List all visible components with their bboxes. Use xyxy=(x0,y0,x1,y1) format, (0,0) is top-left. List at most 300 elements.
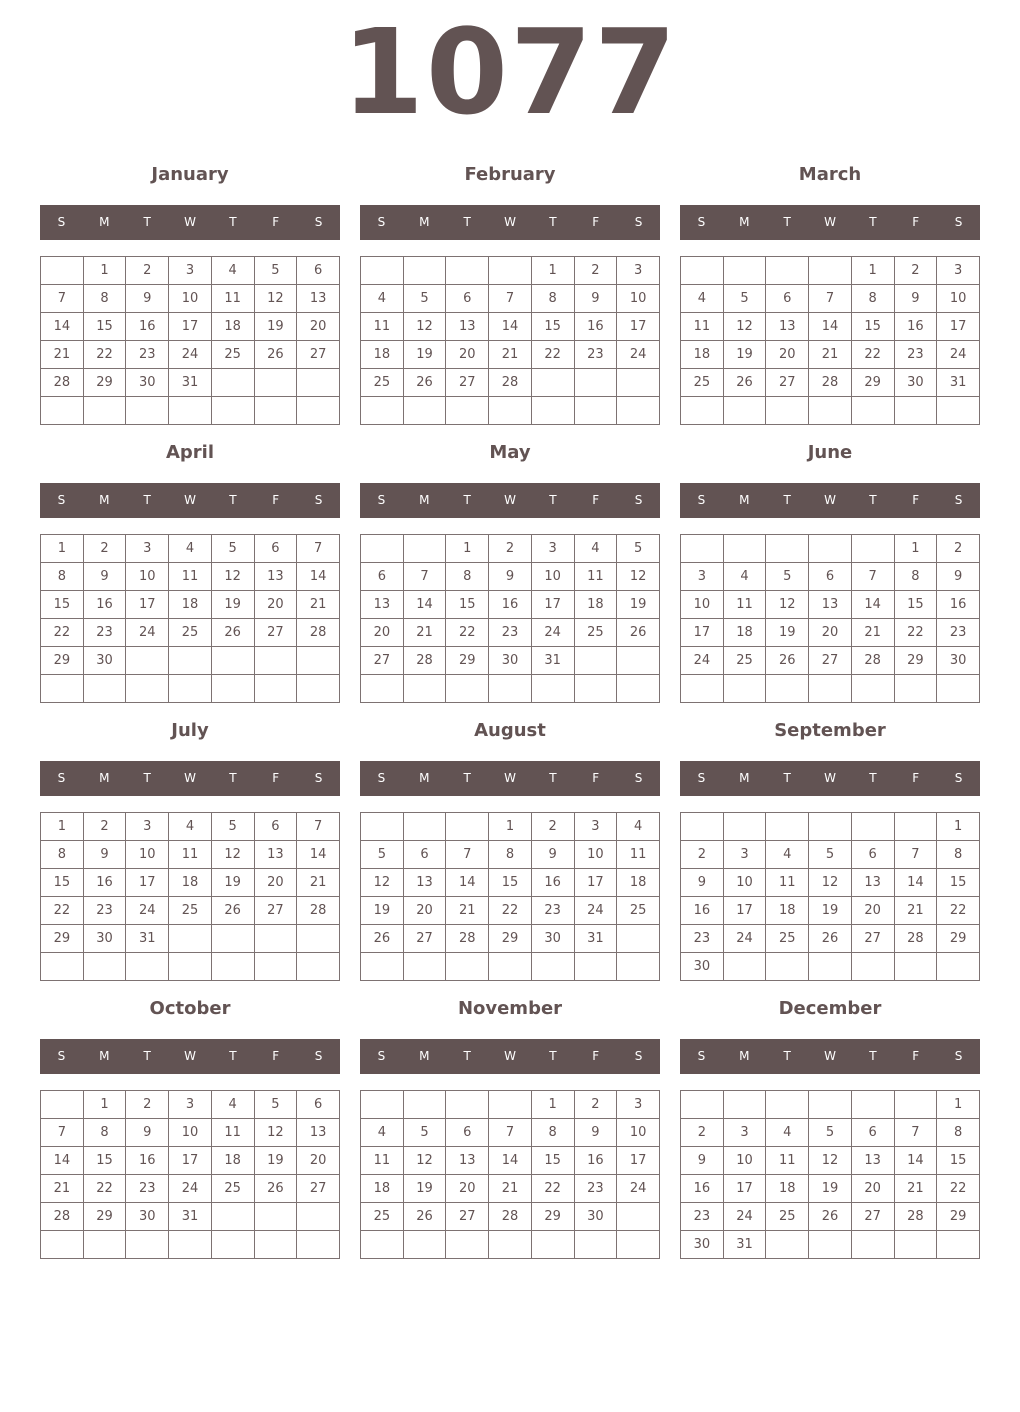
empty-day-cell xyxy=(403,535,446,563)
weekday-label: S xyxy=(377,493,386,507)
week-row xyxy=(681,341,980,369)
day-cell: 11 xyxy=(169,563,212,591)
day-cell: 27 xyxy=(361,647,404,675)
month-september xyxy=(680,716,980,986)
day-cell: 4 xyxy=(574,535,617,563)
day-cell: 3 xyxy=(723,1119,766,1147)
day-cell: 23 xyxy=(574,341,617,369)
day-cell: 27 xyxy=(851,925,894,953)
weekday-label: T xyxy=(783,493,791,507)
day-grid xyxy=(680,256,980,425)
weekday-label: T xyxy=(869,215,877,229)
month-name: July xyxy=(171,720,209,741)
day-cell: 27 xyxy=(446,1203,489,1231)
day-cell: 30 xyxy=(937,647,980,675)
day-cell: 15 xyxy=(531,1147,574,1175)
day-cell: 14 xyxy=(446,869,489,897)
day-cell: 12 xyxy=(403,313,446,341)
day-cell: 10 xyxy=(574,841,617,869)
day-cell: 10 xyxy=(681,591,724,619)
day-cell: 29 xyxy=(41,925,84,953)
empty-day-cell xyxy=(894,813,937,841)
day-cell: 13 xyxy=(809,591,852,619)
month-name: September xyxy=(774,720,886,741)
day-cell: 14 xyxy=(809,313,852,341)
weekday-label: T xyxy=(229,1049,237,1063)
weekday-label: T xyxy=(549,1049,557,1063)
weekday-label: W xyxy=(184,771,196,785)
day-cell: 17 xyxy=(681,619,724,647)
weekday-label: S xyxy=(57,1049,66,1063)
day-cell: 23 xyxy=(894,341,937,369)
day-cell: 17 xyxy=(126,591,169,619)
empty-day-cell xyxy=(361,257,404,285)
weekday-label: M xyxy=(739,771,750,785)
weekday-label: S xyxy=(314,1049,323,1063)
day-cell: 27 xyxy=(851,1203,894,1231)
day-cell: 4 xyxy=(766,841,809,869)
empty-day-cell xyxy=(617,675,660,703)
day-cell: 18 xyxy=(766,897,809,925)
day-cell: 6 xyxy=(297,257,340,285)
empty-day-cell xyxy=(403,953,446,981)
day-cell: 17 xyxy=(574,869,617,897)
day-grid xyxy=(680,812,980,981)
day-cell: 1 xyxy=(41,813,84,841)
week-row xyxy=(681,897,980,925)
week-row xyxy=(361,397,660,425)
day-cell: 8 xyxy=(83,285,126,313)
day-cell: 21 xyxy=(297,869,340,897)
day-cell: 15 xyxy=(41,869,84,897)
empty-day-cell xyxy=(297,647,340,675)
empty-day-cell xyxy=(574,369,617,397)
week-row xyxy=(41,341,340,369)
day-cell: 15 xyxy=(894,591,937,619)
day-cell: 19 xyxy=(403,341,446,369)
day-cell: 22 xyxy=(531,341,574,369)
day-cell: 15 xyxy=(531,313,574,341)
day-cell: 25 xyxy=(169,619,212,647)
day-cell: 23 xyxy=(681,1203,724,1231)
day-cell: 20 xyxy=(851,1175,894,1203)
empty-day-cell xyxy=(851,813,894,841)
day-cell: 2 xyxy=(681,1119,724,1147)
weekday-header xyxy=(360,761,660,796)
day-cell: 2 xyxy=(574,257,617,285)
empty-day-cell xyxy=(489,953,532,981)
day-cell: 10 xyxy=(723,869,766,897)
day-cell: 9 xyxy=(681,1147,724,1175)
empty-day-cell xyxy=(41,257,84,285)
week-row xyxy=(681,1091,980,1119)
day-cell: 1 xyxy=(851,257,894,285)
empty-day-cell xyxy=(937,1231,980,1259)
day-cell: 14 xyxy=(41,1147,84,1175)
day-cell: 26 xyxy=(766,647,809,675)
day-cell: 2 xyxy=(126,257,169,285)
weekday-label: M xyxy=(419,1049,430,1063)
day-cell: 5 xyxy=(254,257,297,285)
empty-day-cell xyxy=(531,397,574,425)
day-cell: 13 xyxy=(297,285,340,313)
empty-day-cell xyxy=(403,1091,446,1119)
day-cell: 27 xyxy=(254,897,297,925)
month-name: March xyxy=(798,164,862,185)
day-cell: 19 xyxy=(211,591,254,619)
day-cell: 1 xyxy=(446,535,489,563)
empty-day-cell xyxy=(41,953,84,981)
day-cell: 30 xyxy=(531,925,574,953)
weekday-label: T xyxy=(143,1049,151,1063)
day-cell: 2 xyxy=(83,813,126,841)
day-cell: 25 xyxy=(211,341,254,369)
day-cell: 9 xyxy=(937,563,980,591)
weekday-label: W xyxy=(824,215,836,229)
weekday-label: T xyxy=(143,215,151,229)
day-cell: 10 xyxy=(723,1147,766,1175)
day-cell: 3 xyxy=(617,1091,660,1119)
day-cell: 23 xyxy=(531,897,574,925)
day-cell: 1 xyxy=(937,813,980,841)
weekday-label: F xyxy=(272,493,280,507)
week-row xyxy=(361,563,660,591)
day-cell: 30 xyxy=(126,1203,169,1231)
empty-day-cell xyxy=(617,925,660,953)
week-row xyxy=(681,647,980,675)
day-cell: 2 xyxy=(126,1091,169,1119)
day-cell: 19 xyxy=(809,1175,852,1203)
day-cell: 19 xyxy=(617,591,660,619)
day-cell: 21 xyxy=(41,1175,84,1203)
empty-day-cell xyxy=(126,397,169,425)
day-cell: 16 xyxy=(681,1175,724,1203)
month-august xyxy=(360,716,660,986)
day-cell: 20 xyxy=(446,1175,489,1203)
empty-day-cell xyxy=(851,675,894,703)
day-cell: 20 xyxy=(809,619,852,647)
day-cell: 9 xyxy=(126,1119,169,1147)
day-cell: 9 xyxy=(83,841,126,869)
weekday-header xyxy=(360,483,660,518)
day-cell: 14 xyxy=(851,591,894,619)
empty-day-cell xyxy=(489,1091,532,1119)
day-cell: 5 xyxy=(617,535,660,563)
day-cell: 11 xyxy=(723,591,766,619)
day-cell: 10 xyxy=(169,285,212,313)
empty-day-cell xyxy=(766,953,809,981)
month-april xyxy=(40,438,340,708)
empty-day-cell xyxy=(617,647,660,675)
day-cell: 17 xyxy=(937,313,980,341)
weekday-label: T xyxy=(229,771,237,785)
day-cell: 13 xyxy=(851,1147,894,1175)
year-title: 1077 xyxy=(341,3,679,141)
weekday-label: F xyxy=(592,493,600,507)
day-cell: 4 xyxy=(766,1119,809,1147)
day-cell: 27 xyxy=(297,341,340,369)
day-cell: 21 xyxy=(446,897,489,925)
day-cell: 8 xyxy=(489,841,532,869)
day-cell: 17 xyxy=(617,313,660,341)
day-cell: 22 xyxy=(894,619,937,647)
weekday-label: T xyxy=(463,493,471,507)
weekday-label: S xyxy=(57,493,66,507)
week-row xyxy=(41,953,340,981)
empty-day-cell xyxy=(361,953,404,981)
day-cell: 23 xyxy=(574,1175,617,1203)
day-cell: 7 xyxy=(489,1119,532,1147)
day-cell: 19 xyxy=(403,1175,446,1203)
empty-day-cell xyxy=(937,675,980,703)
day-cell: 7 xyxy=(297,535,340,563)
empty-day-cell xyxy=(723,1091,766,1119)
empty-day-cell xyxy=(723,813,766,841)
day-cell: 18 xyxy=(211,313,254,341)
day-cell: 8 xyxy=(83,1119,126,1147)
day-cell: 22 xyxy=(83,1175,126,1203)
month-may xyxy=(360,438,660,708)
day-cell: 24 xyxy=(617,341,660,369)
empty-day-cell xyxy=(574,953,617,981)
empty-day-cell xyxy=(617,397,660,425)
weekday-label: S xyxy=(954,771,963,785)
month-name: August xyxy=(474,720,546,741)
day-cell: 4 xyxy=(361,1119,404,1147)
day-cell: 21 xyxy=(489,341,532,369)
empty-day-cell xyxy=(574,1231,617,1259)
day-cell: 20 xyxy=(254,591,297,619)
weekday-label: T xyxy=(783,215,791,229)
day-cell: 2 xyxy=(489,535,532,563)
day-cell: 22 xyxy=(937,897,980,925)
day-cell: 13 xyxy=(446,313,489,341)
day-cell: 29 xyxy=(446,647,489,675)
empty-day-cell xyxy=(894,953,937,981)
empty-day-cell xyxy=(851,535,894,563)
weekday-label: T xyxy=(463,1049,471,1063)
week-row xyxy=(361,1119,660,1147)
day-cell: 18 xyxy=(169,591,212,619)
day-cell: 3 xyxy=(531,535,574,563)
empty-day-cell xyxy=(297,397,340,425)
day-grid xyxy=(40,812,340,981)
empty-day-cell xyxy=(894,397,937,425)
month-name: April xyxy=(165,442,215,463)
day-cell: 5 xyxy=(403,1119,446,1147)
day-cell: 15 xyxy=(937,869,980,897)
day-cell: 20 xyxy=(766,341,809,369)
week-row xyxy=(681,1175,980,1203)
day-cell: 17 xyxy=(126,869,169,897)
day-cell: 1 xyxy=(41,535,84,563)
day-cell: 15 xyxy=(489,869,532,897)
empty-day-cell xyxy=(211,1231,254,1259)
day-cell: 22 xyxy=(531,1175,574,1203)
empty-day-cell xyxy=(41,675,84,703)
empty-day-cell xyxy=(617,1231,660,1259)
day-cell: 4 xyxy=(681,285,724,313)
weekday-label: M xyxy=(419,771,430,785)
day-cell: 1 xyxy=(83,257,126,285)
day-cell: 28 xyxy=(41,369,84,397)
day-cell: 31 xyxy=(126,925,169,953)
day-cell: 13 xyxy=(361,591,404,619)
day-cell: 26 xyxy=(723,369,766,397)
week-row xyxy=(41,841,340,869)
day-cell: 21 xyxy=(41,341,84,369)
day-cell: 4 xyxy=(617,813,660,841)
month-march xyxy=(680,160,980,430)
day-cell: 2 xyxy=(531,813,574,841)
day-cell: 16 xyxy=(83,869,126,897)
day-cell: 19 xyxy=(361,897,404,925)
day-cell: 16 xyxy=(894,313,937,341)
empty-day-cell xyxy=(766,1231,809,1259)
day-cell: 29 xyxy=(851,369,894,397)
weekday-header xyxy=(40,1039,340,1074)
day-cell: 15 xyxy=(83,313,126,341)
weekday-label: W xyxy=(184,1049,196,1063)
day-cell: 29 xyxy=(937,1203,980,1231)
week-row xyxy=(41,563,340,591)
month-july xyxy=(40,716,340,986)
day-cell: 28 xyxy=(403,647,446,675)
day-cell: 24 xyxy=(169,341,212,369)
week-row xyxy=(41,369,340,397)
empty-day-cell xyxy=(809,1231,852,1259)
day-cell: 19 xyxy=(766,619,809,647)
day-cell: 23 xyxy=(126,1175,169,1203)
day-cell: 12 xyxy=(211,563,254,591)
day-cell: 3 xyxy=(126,535,169,563)
week-row xyxy=(681,1231,980,1259)
weekday-label: F xyxy=(912,1049,920,1063)
week-row xyxy=(681,813,980,841)
day-cell: 26 xyxy=(809,925,852,953)
empty-day-cell xyxy=(403,257,446,285)
day-cell: 30 xyxy=(894,369,937,397)
empty-day-cell xyxy=(489,257,532,285)
empty-day-cell xyxy=(254,369,297,397)
day-cell: 30 xyxy=(574,1203,617,1231)
day-cell: 26 xyxy=(403,1203,446,1231)
empty-day-cell xyxy=(809,813,852,841)
day-cell: 20 xyxy=(403,897,446,925)
week-row xyxy=(361,841,660,869)
day-cell: 31 xyxy=(169,369,212,397)
day-cell: 18 xyxy=(723,619,766,647)
week-row xyxy=(361,925,660,953)
week-row xyxy=(41,1091,340,1119)
day-cell: 30 xyxy=(83,647,126,675)
day-grid xyxy=(680,1090,980,1259)
weekday-header xyxy=(40,483,340,518)
month-october xyxy=(40,994,340,1264)
day-cell: 18 xyxy=(361,1175,404,1203)
day-cell: 16 xyxy=(83,591,126,619)
weekday-label: F xyxy=(912,771,920,785)
weekday-label: S xyxy=(697,493,706,507)
day-cell: 10 xyxy=(169,1119,212,1147)
day-cell: 31 xyxy=(723,1231,766,1259)
week-row xyxy=(361,1091,660,1119)
day-cell: 16 xyxy=(126,313,169,341)
day-cell: 16 xyxy=(937,591,980,619)
day-cell: 14 xyxy=(894,1147,937,1175)
empty-day-cell xyxy=(41,397,84,425)
day-cell: 17 xyxy=(617,1147,660,1175)
empty-day-cell xyxy=(723,397,766,425)
empty-day-cell xyxy=(531,369,574,397)
weekday-label: F xyxy=(272,215,280,229)
empty-day-cell xyxy=(297,675,340,703)
empty-day-cell xyxy=(681,813,724,841)
day-cell: 31 xyxy=(937,369,980,397)
day-cell: 6 xyxy=(403,841,446,869)
day-cell: 25 xyxy=(617,897,660,925)
empty-day-cell xyxy=(681,535,724,563)
weekday-label: S xyxy=(634,1049,643,1063)
day-cell: 22 xyxy=(937,1175,980,1203)
weekday-label: S xyxy=(954,215,963,229)
weekday-label: F xyxy=(592,215,600,229)
empty-day-cell xyxy=(169,925,212,953)
empty-day-cell xyxy=(937,953,980,981)
day-cell: 7 xyxy=(403,563,446,591)
day-cell: 20 xyxy=(361,619,404,647)
weekday-label: M xyxy=(739,493,750,507)
weekday-label: S xyxy=(697,1049,706,1063)
week-row xyxy=(41,285,340,313)
day-cell: 27 xyxy=(254,619,297,647)
week-row xyxy=(41,257,340,285)
empty-day-cell xyxy=(681,675,724,703)
day-cell: 1 xyxy=(531,257,574,285)
empty-day-cell xyxy=(766,1091,809,1119)
empty-day-cell xyxy=(254,397,297,425)
month-name: January xyxy=(151,164,229,185)
month-name: February xyxy=(464,164,556,185)
empty-day-cell xyxy=(403,813,446,841)
empty-day-cell xyxy=(489,675,532,703)
empty-day-cell xyxy=(211,675,254,703)
weekday-label: T xyxy=(549,215,557,229)
week-row xyxy=(41,647,340,675)
month-name: December xyxy=(778,998,882,1019)
day-cell: 24 xyxy=(169,1175,212,1203)
empty-day-cell xyxy=(809,675,852,703)
weekday-label: S xyxy=(57,215,66,229)
day-cell: 18 xyxy=(574,591,617,619)
day-cell: 16 xyxy=(531,869,574,897)
empty-day-cell xyxy=(681,1091,724,1119)
week-row xyxy=(361,257,660,285)
week-row xyxy=(41,535,340,563)
empty-day-cell xyxy=(41,1231,84,1259)
day-cell: 22 xyxy=(83,341,126,369)
day-cell: 8 xyxy=(894,563,937,591)
day-cell: 6 xyxy=(446,285,489,313)
empty-day-cell xyxy=(169,675,212,703)
day-cell: 23 xyxy=(83,897,126,925)
day-cell: 30 xyxy=(126,369,169,397)
day-cell: 8 xyxy=(531,1119,574,1147)
day-cell: 24 xyxy=(126,619,169,647)
day-grid xyxy=(360,256,660,425)
day-cell: 4 xyxy=(169,535,212,563)
empty-day-cell xyxy=(403,675,446,703)
